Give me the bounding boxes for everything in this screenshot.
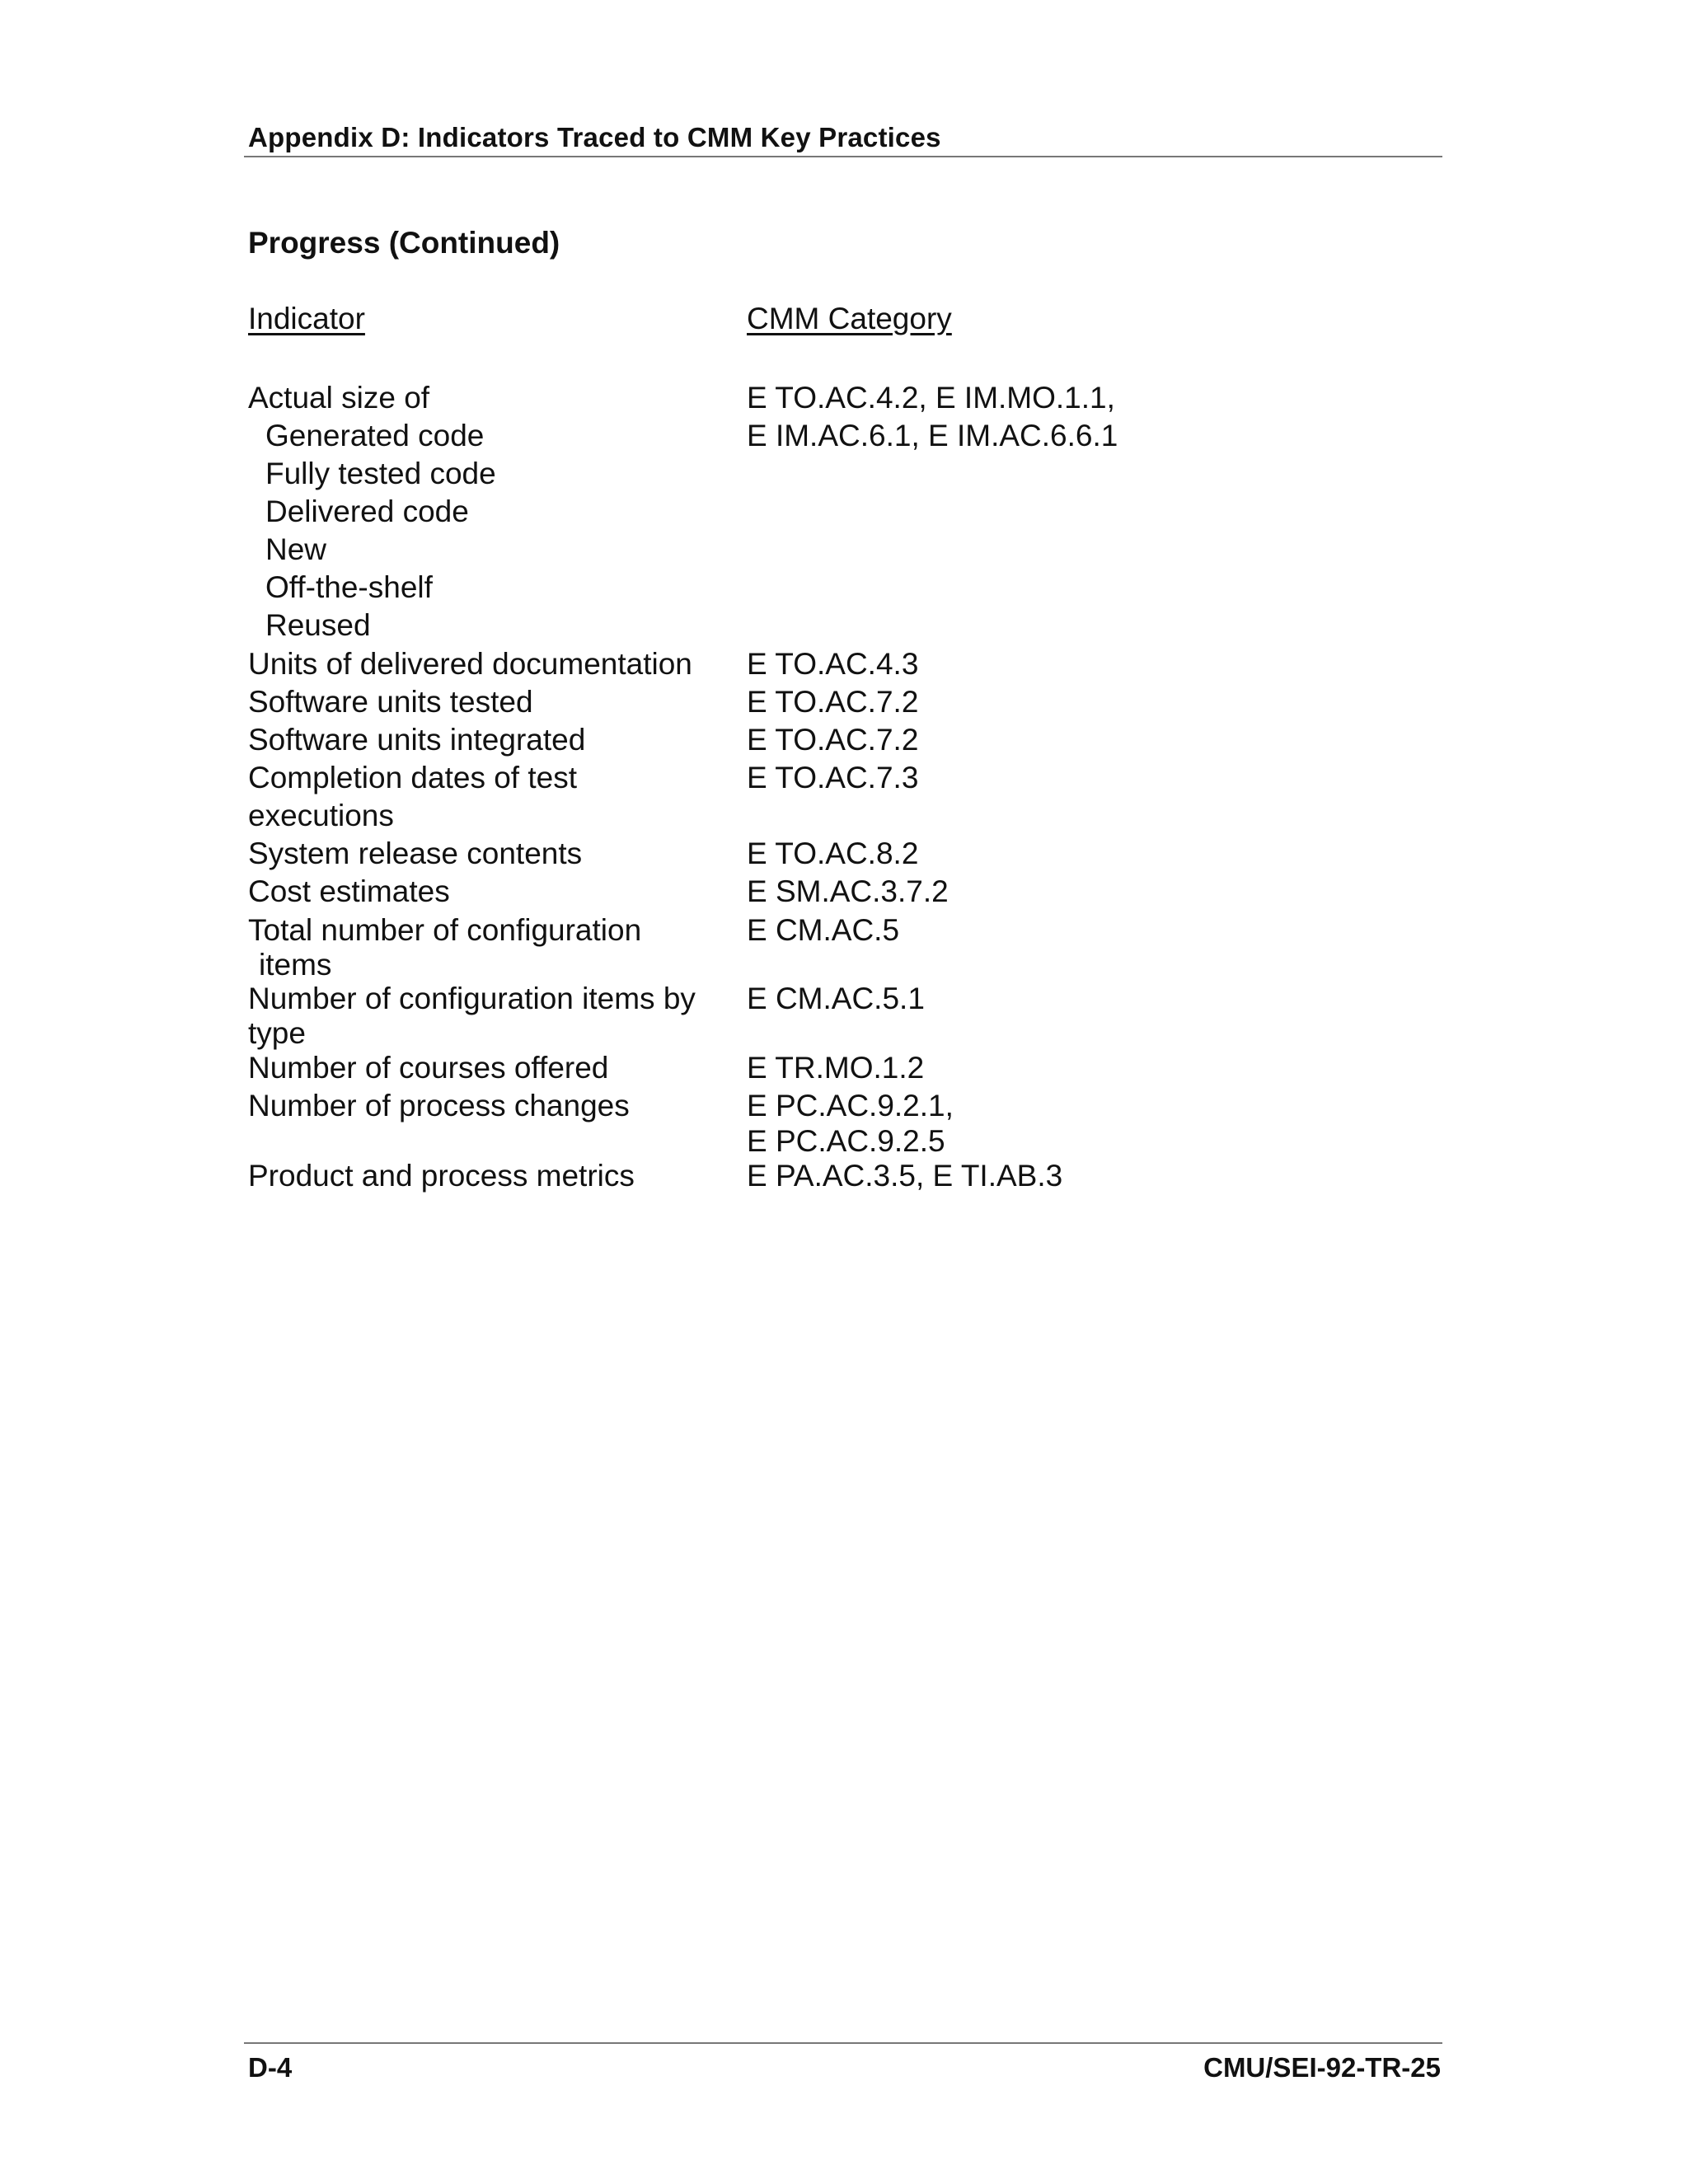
table-row-category: E TO.AC.7.2 [747,723,919,757]
table-row-category: E PA.AC.3.5, E TI.AB.3 [747,1159,1063,1193]
table-row-indicator-sub: Fully tested code [265,457,496,490]
table-row-indicator: Number of process changes [248,1089,630,1122]
table-row-category: E PC.AC.9.2.1, [747,1089,954,1122]
header-rule [244,156,1442,157]
table-row-indicator-sub: Generated code [265,419,485,452]
table-row-indicator: Actual size of [248,381,430,415]
table-row-category: E TR.MO.1.2 [747,1051,925,1085]
table-row-indicator: Software units tested [248,685,533,719]
table-row-indicator: Total number of configuration [248,913,642,947]
footer-rule [244,2042,1442,2044]
table-row-indicator-cont: executions [248,799,394,832]
table-row-indicator: Completion dates of test [248,761,577,794]
table-row-category: E TO.AC.4.2, E IM.MO.1.1, [747,381,1115,415]
table-row-indicator: Cost estimates [248,874,450,908]
page-number: D-4 [248,2052,293,2083]
running-header: Appendix D: Indicators Traced to CMM Key Practices [248,122,941,152]
table-row-indicator-sub: Off-the-shelf [265,570,433,604]
table-row-category: E CM.AC.5.1 [747,982,925,1015]
column-header-indicator: Indicator [248,302,365,335]
table-row-indicator-cont: type [248,1016,306,1050]
table-row-indicator: Units of delivered documentation [248,647,692,681]
column-header-cmm-category: CMM Category [747,302,952,335]
table-row-indicator-sub: Reused [265,608,371,642]
section-title: Progress (Continued) [248,226,560,260]
table-row-indicator: Number of configuration items by [248,982,696,1015]
table-row-indicator-cont: items [259,948,332,982]
table-row-indicator-sub: New [265,532,327,566]
table-row-indicator: Product and process metrics [248,1159,635,1193]
table-row-indicator-sub: Delivered code [265,494,469,528]
table-row-indicator: Number of courses offered [248,1051,609,1085]
table-row-category: E IM.AC.6.1, E IM.AC.6.6.1 [747,419,1118,452]
table-row-category: E TO.AC.7.3 [747,761,919,794]
table-row-category: E TO.AC.8.2 [747,837,919,870]
table-row-category: E SM.AC.3.7.2 [747,874,949,908]
table-row-category: E PC.AC.9.2.5 [747,1124,945,1158]
report-id: CMU/SEI-92-TR-25 [1203,2052,1441,2083]
table-row-indicator: System release contents [248,837,583,870]
table-row-category: E CM.AC.5 [747,913,900,947]
table-row-category: E TO.AC.4.3 [747,647,919,681]
table-row-category: E TO.AC.7.2 [747,685,919,719]
table-row-indicator: Software units integrated [248,723,586,757]
